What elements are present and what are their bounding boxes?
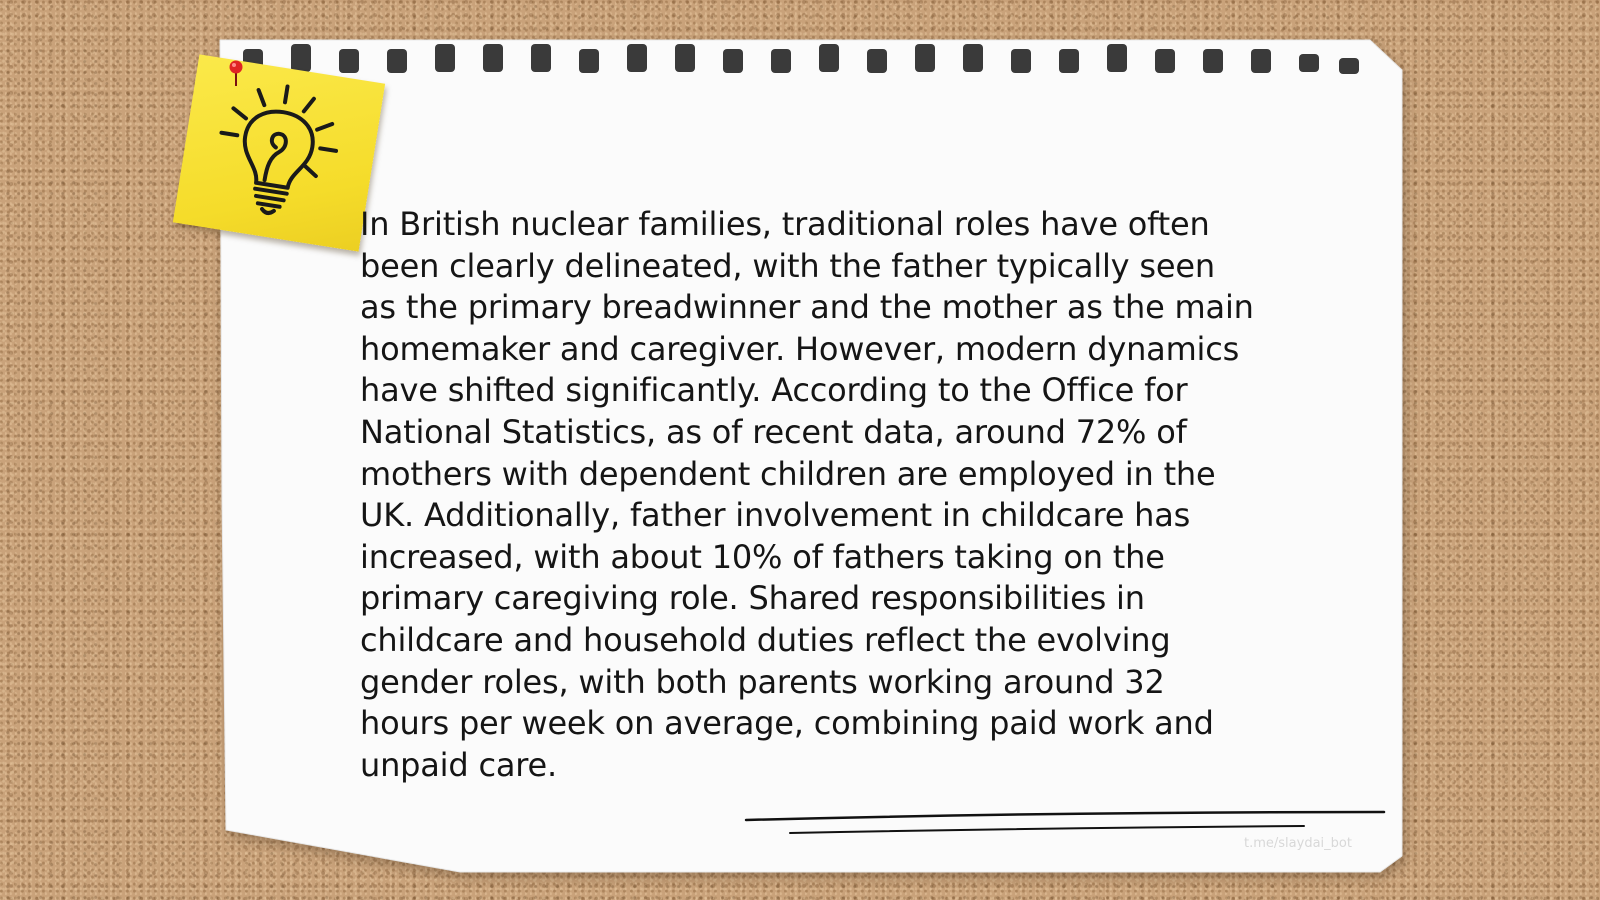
note-body-text: In British nuclear families, traditional roles have often been clearly delineated, with the father typically seen as the primary breadwinner and the mother as the main homemaker and caregiver. However, modern dynamics have shifted significantly. According to the Office for National Statistics, as of recent data, around 72% of mothers with dependent children are employed in the UK. Additionally, father involvement in childcare has increased, with about 10% of fathers taking on the primary caregiving role. Shared responsibilities in childcare and household duties reflect the evolving gender roles, with both parents working around 32 hours per week on average, combining paid work and unpaid care. (360, 205, 1254, 784)
lightbulb-icon (203, 73, 353, 232)
push-pin-icon (228, 60, 244, 88)
sticky-note (173, 54, 385, 251)
watermark: t.me/slaydai_bot (1244, 836, 1352, 851)
